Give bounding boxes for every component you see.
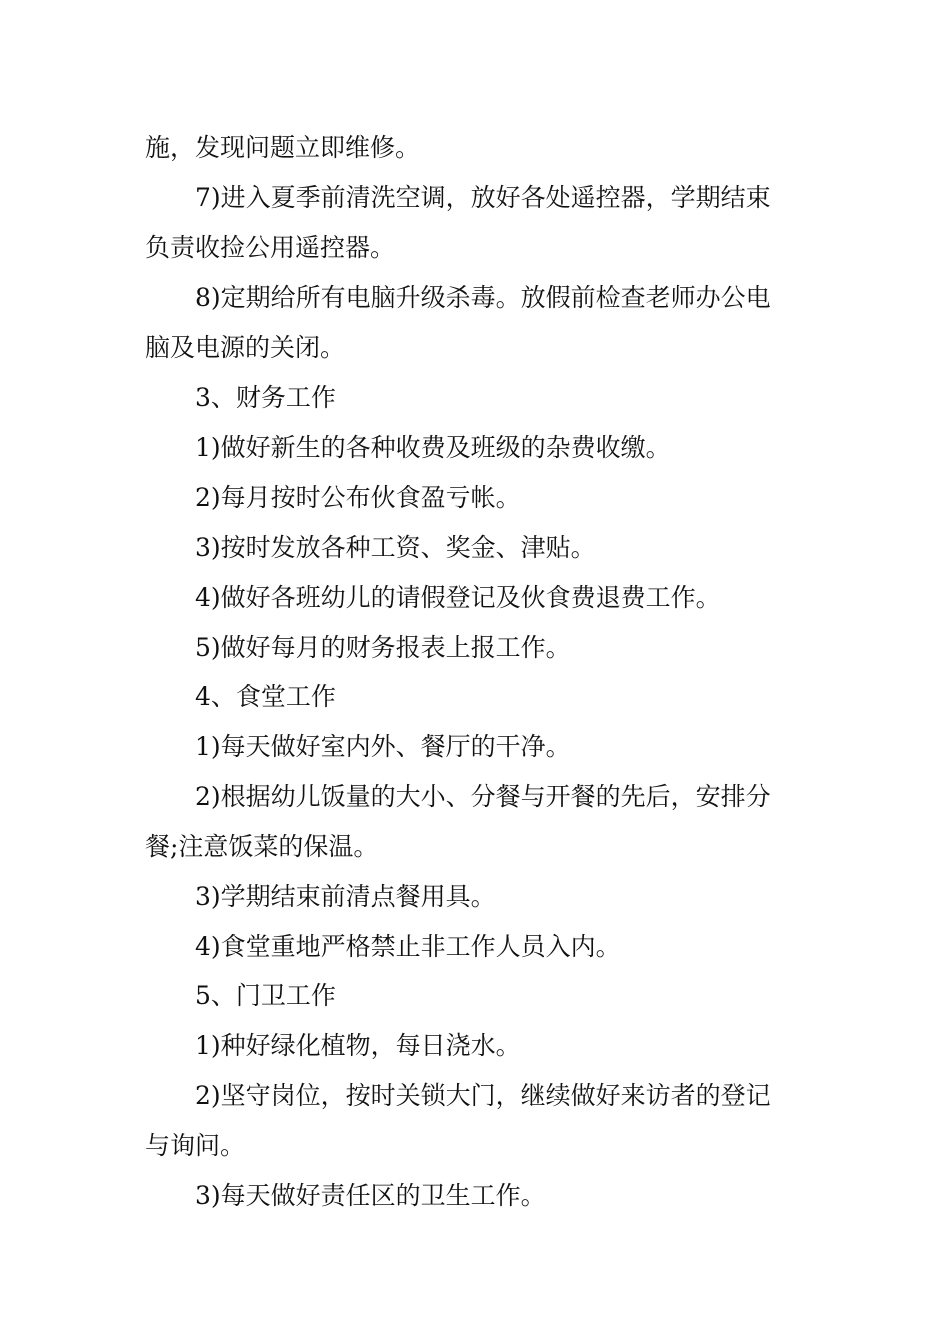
- section-heading: 4、食堂工作: [195, 682, 336, 711]
- text-line: 7)进入夏季前清洗空调，放好各处遥控器，学期结束: [195, 183, 771, 212]
- text-line: 脑及电源的关闭。: [145, 333, 346, 362]
- text-line: 4)食堂重地严格禁止非工作人员入内。: [195, 932, 621, 961]
- text-line: 2)坚守岗位，按时关锁大门，继续做好来访者的登记: [195, 1081, 771, 1110]
- text-line: 施，发现问题立即维修。: [145, 133, 421, 162]
- text-line: 1)做好新生的各种收费及班级的杂费收缴。: [195, 433, 671, 462]
- text-line: 2)根据幼儿饭量的大小、分餐与开餐的先后，安排分: [195, 782, 771, 811]
- text-line: 5)做好每月的财务报表上报工作。: [195, 633, 571, 662]
- text-line: 4)做好各班幼儿的请假登记及伙食费退费工作。: [195, 583, 721, 612]
- text-line: 负责收捡公用遥控器。: [145, 233, 396, 262]
- text-line: 3)每天做好责任区的卫生工作。: [195, 1181, 546, 1210]
- text-line: 1)每天做好室内外、餐厅的干净。: [195, 732, 571, 761]
- section-heading: 5、门卫工作: [195, 981, 336, 1010]
- text-line: 3)学期结束前清点餐用具。: [195, 882, 496, 911]
- text-line: 8)定期给所有电脑升级杀毒。放假前检查老师办公电: [195, 283, 771, 312]
- section-heading: 3、财务工作: [195, 383, 336, 412]
- text-line: 2)每月按时公布伙食盈亏帐。: [195, 483, 521, 512]
- text-line: 与询问。: [145, 1131, 246, 1160]
- text-line: 1)种好绿化植物，每日浇水。: [195, 1031, 521, 1060]
- text-line: 餐;注意饭菜的保温。: [145, 832, 379, 861]
- text-line: 3)按时发放各种工资、奖金、津贴。: [195, 533, 596, 562]
